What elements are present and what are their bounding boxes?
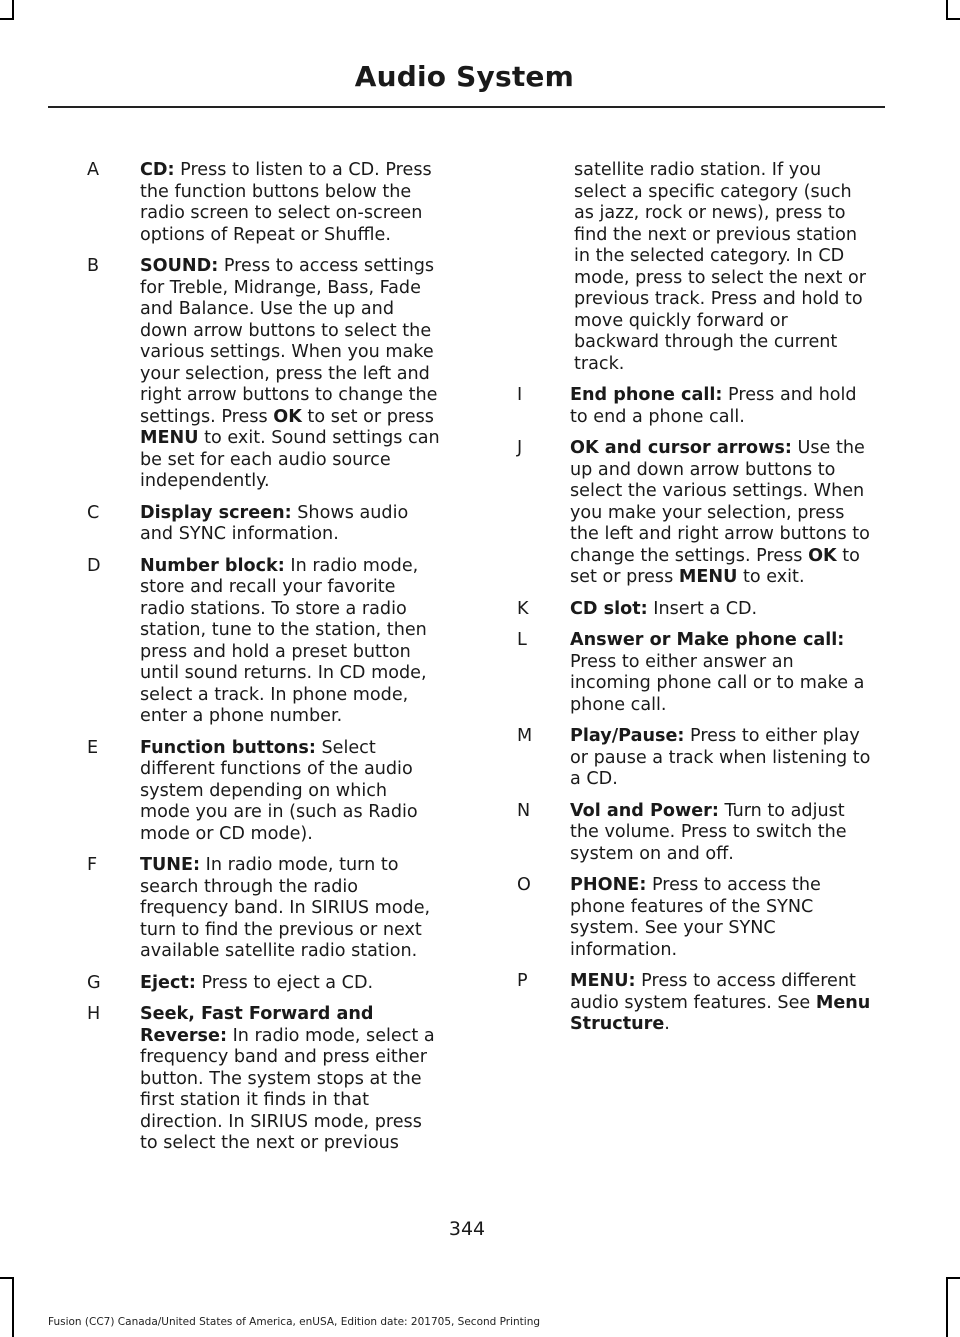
- description: Insert a CD.: [647, 598, 758, 619]
- legend-letter: G: [87, 972, 101, 993]
- bold-term: Function buttons:: [140, 737, 316, 758]
- description: Press to access the phone features of the SYNC system. See your SYNC information.: [570, 875, 821, 960]
- legend-letter: B: [87, 256, 100, 276]
- legend-text: [570, 630, 877, 716]
- legend-letter: H: [87, 1004, 101, 1024]
- bold-term: Eject:: [140, 972, 196, 993]
- legend-text: [140, 855, 442, 963]
- right-column: [512, 160, 877, 1046]
- legend-text: [140, 1004, 442, 1155]
- bold-term: MENU: [140, 428, 199, 448]
- bold-term: OK and cursor arrows:: [570, 438, 792, 458]
- legend-entry: [82, 738, 442, 846]
- legend-text: [570, 438, 877, 589]
- bold-term: Number block:: [140, 555, 285, 576]
- description: to exit.: [737, 567, 805, 587]
- legend-entry: [82, 256, 442, 493]
- legend-letter: C: [87, 502, 100, 523]
- description: Press to access different audio system features. See: [570, 971, 856, 1013]
- legend-entry: [512, 630, 877, 716]
- description: In radio mode, turn to search through the radio frequency band. In SIRIUS mode, turn to find the previous or next available satellite radio station.: [140, 855, 431, 961]
- bold-term: Display screen:: [140, 502, 292, 523]
- bold-term: End phone call:: [570, 385, 723, 405]
- bold-term: CD slot:: [570, 598, 648, 619]
- legend-entry: [82, 556, 442, 728]
- legend-letter: L: [517, 630, 527, 650]
- legend-text: [570, 726, 877, 791]
- footer-text: Fusion (CC7) Canada/United States of America, enUSA, Edition date: 201705, Second Printing: [48, 1316, 541, 1328]
- legend-letter: K: [517, 598, 529, 619]
- description: to set or press: [301, 406, 434, 427]
- legend-letter: M: [517, 726, 533, 746]
- legend-entry: [82, 973, 442, 995]
- legend-letter: I: [517, 385, 523, 405]
- legend-letter: A: [87, 160, 100, 180]
- legend-text: [570, 599, 877, 621]
- bold-term: TUNE:: [140, 855, 201, 875]
- description: Press to eject a CD.: [195, 972, 374, 993]
- legend-entry: [512, 875, 877, 961]
- description: Press and hold to end a phone call.: [570, 385, 857, 427]
- page-number: 344: [448, 1218, 486, 1240]
- crop-mark: [0, 1277, 14, 1279]
- legend-entry: [512, 385, 877, 428]
- legend-text: [140, 256, 442, 493]
- crop-mark: [12, 1277, 14, 1337]
- description: In radio mode, store and recall your favorite radio stations. To store a radio station, tune to the station, then press and hold a preset button until sound returns. In CD mode, select a track. In phone mode, enter a phone number.: [140, 555, 427, 726]
- bold-term: Seek, Fast Forward and Reverse:: [140, 1004, 374, 1046]
- crop-mark: [12, 0, 14, 20]
- legend-letter: N: [517, 800, 531, 821]
- legend-entry: [512, 971, 877, 1036]
- bold-term: SOUND:: [140, 256, 219, 276]
- legend-letter: J: [517, 438, 523, 458]
- crop-mark: [946, 18, 960, 20]
- description: to set or press: [570, 545, 860, 587]
- description: Shows audio and SYNC information.: [140, 502, 409, 544]
- continued-paragraph: satellite radio station. If you select a specific category (such as jazz, rock or news), press to find the next or previous station in the selected category. In CD mode, press to select the next or previous track. Press and hold to move quickly forward or backward through the current track.: [574, 160, 866, 374]
- description: Use the up and down arrow buttons to select the various settings. When you make your selection, press the left and right arrow buttons to change the settings. Press: [570, 438, 870, 566]
- legend-text: [570, 971, 877, 1036]
- crop-mark: [946, 1277, 948, 1337]
- bold-term: PHONE:: [570, 875, 647, 895]
- legend-entry: [512, 599, 877, 621]
- bold-term: Play/Pause:: [570, 726, 685, 746]
- legend-text: [140, 160, 442, 246]
- legend-entry: [82, 1004, 442, 1155]
- description: Press to either answer an incoming phone call or to make a phone call.: [570, 651, 865, 715]
- legend-text: [570, 385, 877, 428]
- legend-letter: O: [517, 875, 531, 895]
- crop-mark: [0, 18, 14, 20]
- crop-mark: [946, 0, 948, 20]
- description: In radio mode, select a frequency band and press either button. The system stops at the first station it finds in that direction. In SIRIUS mode, press to select the next or previous: [140, 1025, 435, 1153]
- bold-term: Menu Structure: [570, 992, 871, 1034]
- left-column: [82, 160, 442, 1165]
- legend-text: [140, 503, 442, 546]
- bold-term: CD:: [140, 160, 175, 180]
- legend-entry: [82, 855, 442, 963]
- description: Press to listen to a CD. Press the function buttons below the radio screen to select on-screen options of Repeat or Shuffle.: [140, 160, 432, 245]
- description: Turn to adjust the volume. Press to switch the system on and off.: [570, 800, 847, 864]
- description: .: [664, 1014, 670, 1034]
- legend-entry: [512, 801, 877, 866]
- description: to exit. Sound settings can be set for each audio source independently.: [140, 428, 440, 491]
- legend-entry: [82, 160, 442, 246]
- legend-letter: D: [87, 555, 101, 576]
- crop-mark: [946, 1277, 960, 1279]
- bold-term: MENU:: [570, 971, 636, 991]
- legend-text: [140, 738, 442, 846]
- bold-term: MENU: [678, 567, 738, 587]
- description: Press to either play or pause a track when listening to a CD.: [570, 726, 871, 789]
- bold-term: OK: [808, 545, 837, 566]
- legend-letter: F: [87, 855, 98, 875]
- legend-letter: P: [517, 971, 528, 991]
- legend-entry: [512, 438, 877, 589]
- legend-entry: [512, 726, 877, 791]
- legend-letter: E: [87, 737, 99, 758]
- description: Select different functions of the audio system depending on which mode you are in (such as Radio mode or CD mode).: [140, 737, 418, 844]
- legend-entry: [82, 503, 442, 546]
- header-divider: [48, 106, 885, 108]
- legend-text: [140, 973, 442, 995]
- legend-text: [140, 556, 442, 728]
- bold-term: Answer or Make phone call:: [570, 630, 845, 650]
- legend-text: [570, 875, 877, 961]
- legend-text: [570, 801, 877, 866]
- bold-term: OK: [273, 406, 302, 427]
- bold-term: Vol and Power:: [570, 800, 719, 821]
- description: Press to access settings for Treble, Midrange, Bass, Fade and Balance. Use the up and down arrow buttons to select the various settings. When you make your selection, press the left and right arrow buttons to change the settings. Press: [140, 256, 438, 427]
- page-title: Audio System: [354, 60, 574, 93]
